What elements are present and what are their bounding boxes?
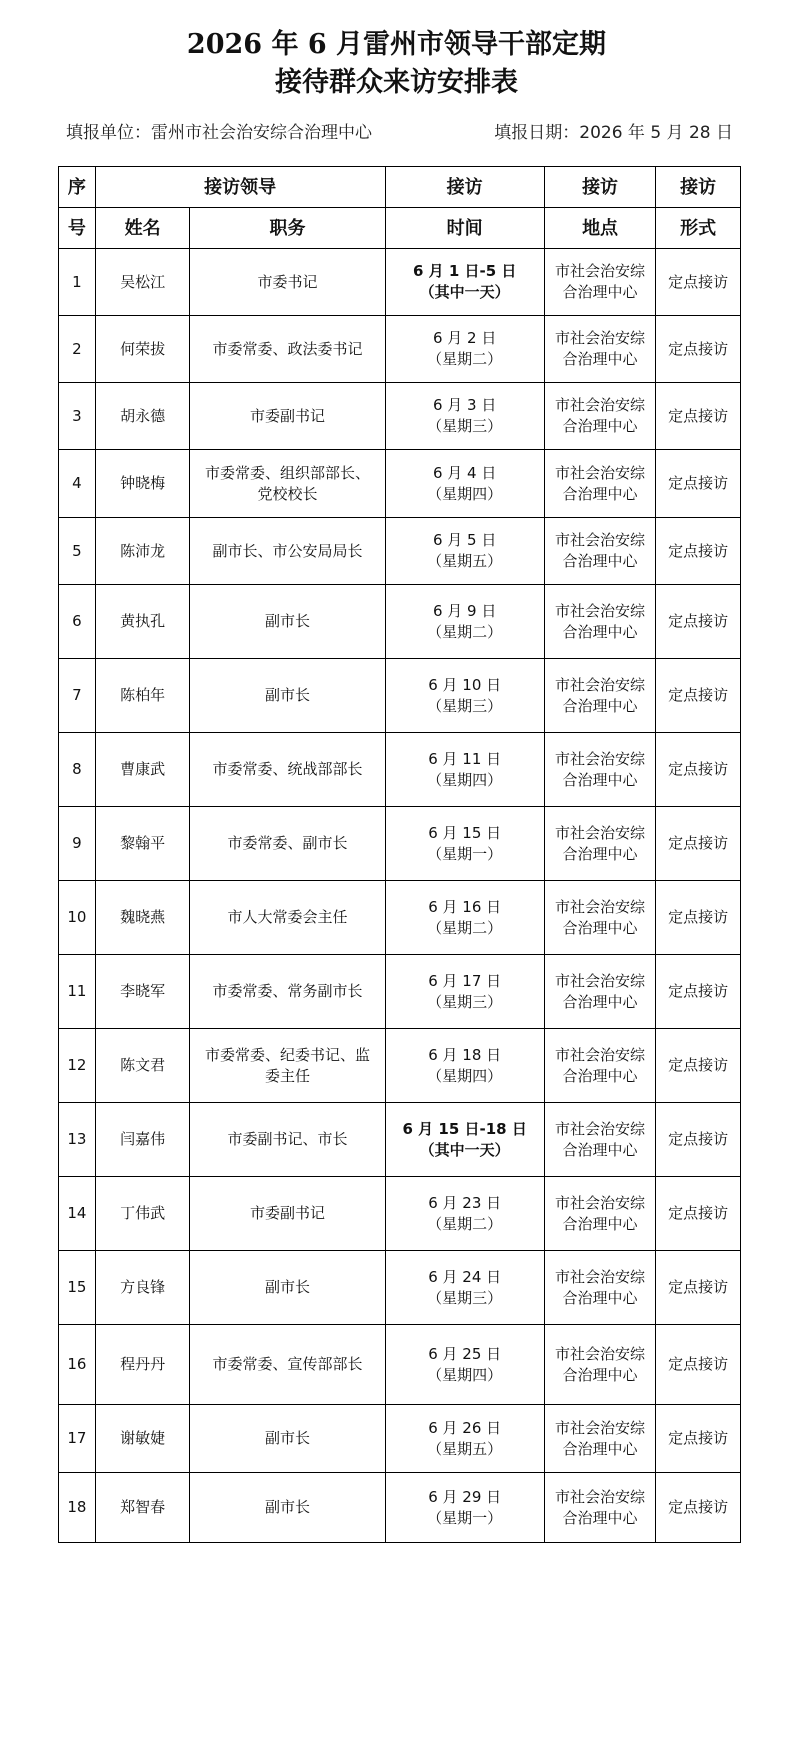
position-line: 副市长: [264, 1429, 310, 1447]
visit-form: 定点接访: [656, 955, 741, 1029]
visit-form: 定点接访: [656, 881, 741, 955]
leader-name: 郑智春: [95, 1473, 190, 1543]
row-number: 18: [59, 1473, 96, 1543]
position-line: 市人大常委会主任: [227, 908, 348, 926]
leader-name: 魏晓燕: [95, 881, 190, 955]
visit-date: 6 月 5 日: [432, 531, 497, 549]
visit-time: [385, 1325, 544, 1405]
visit-time: [385, 450, 544, 518]
place-line: 市社会治安综: [555, 749, 646, 768]
place-line: 市社会治安综: [555, 1487, 646, 1506]
place-line: 市社会治安综: [555, 262, 646, 280]
row-number: 12: [59, 1029, 96, 1103]
place-line: 合治理中心: [562, 1288, 638, 1307]
position-line: 副市长: [264, 612, 310, 630]
visit-form: 定点接访: [656, 1029, 741, 1103]
table-row: [59, 518, 741, 585]
leader-position: [190, 1325, 385, 1405]
visit-weekday: （星期五）: [427, 552, 503, 570]
visit-form: 定点接访: [656, 383, 741, 450]
visit-place: [544, 733, 655, 807]
place-line: 合治理中心: [562, 696, 638, 715]
document-title-line-2: 接待群众来访安排表: [275, 67, 518, 98]
row-number: 9: [59, 807, 96, 881]
visit-place: [544, 1103, 655, 1177]
visit-weekday: （星期三）: [427, 696, 503, 715]
filing-unit: 填报单位：雷州市社会治安综合治理中心: [66, 123, 372, 143]
position-line: 市委常委、政法委书记: [212, 339, 363, 358]
leader-position: [190, 807, 385, 881]
header-time-bottom: 时间: [385, 208, 544, 249]
leader-position: [190, 518, 385, 585]
place-line: 合治理中心: [562, 1140, 638, 1159]
visit-place: [544, 1251, 655, 1325]
visit-time: [385, 807, 544, 881]
leader-position: [190, 383, 385, 450]
visit-time: [385, 733, 544, 807]
position-line: 副市长、市公安局局长: [212, 541, 363, 560]
visit-place: [544, 1473, 655, 1543]
visit-place: [544, 881, 655, 955]
leader-position: [190, 955, 385, 1029]
place-line: 市社会治安综: [555, 1344, 646, 1363]
leader-name: 闫嘉伟: [95, 1103, 190, 1177]
table-row: [59, 659, 741, 733]
leader-position: [190, 1103, 385, 1177]
leader-name: 钟晓梅: [95, 450, 190, 518]
position-line: 市委常委、统战部部长: [212, 760, 363, 778]
position-line: 市委常委、常务副市长: [212, 982, 363, 1000]
visit-time: [385, 1251, 544, 1325]
header-seq-bottom: 号: [59, 208, 96, 249]
leader-name: 何荣拔: [95, 316, 190, 383]
visit-form: 定点接访: [656, 733, 741, 807]
leader-name: 黎翰平: [95, 807, 190, 881]
table-row: [59, 383, 741, 450]
leader-name: 吴松江: [95, 249, 190, 316]
place-line: 合治理中心: [562, 844, 638, 863]
visit-form: 定点接访: [656, 249, 741, 316]
header-position: 职务: [190, 208, 385, 249]
visit-form: 定点接访: [656, 450, 741, 518]
visit-weekday: （星期二）: [427, 622, 503, 641]
position-line: 市委副书记: [249, 1204, 325, 1222]
position-line: 副市长: [264, 686, 310, 704]
table-row: [59, 1029, 741, 1103]
table-row: [59, 249, 741, 316]
table-row: [59, 585, 741, 659]
leader-position: [190, 585, 385, 659]
visit-date: 6 月 26 日: [428, 1418, 502, 1437]
table-row: [59, 316, 741, 383]
visit-date: 6 月 2 日: [432, 329, 497, 347]
visit-form: 定点接访: [656, 518, 741, 585]
row-number: 6: [59, 585, 96, 659]
place-line: 合治理中心: [562, 417, 638, 435]
position-line: 市委常委、纪委书记、监: [204, 1045, 370, 1064]
visit-time: [385, 881, 544, 955]
table-row: [59, 1405, 741, 1473]
header-leader: 接访领导: [95, 167, 385, 208]
visit-form: 定点接访: [656, 1251, 741, 1325]
header-row-2: [59, 208, 741, 249]
table-row: [59, 1473, 741, 1543]
filing-date: 填报日期：2026 年 5 月 28 日: [494, 123, 733, 143]
visit-form: 定点接访: [656, 316, 741, 383]
place-line: 合治理中心: [562, 1508, 638, 1527]
place-line: 市社会治安综: [555, 675, 646, 694]
visit-date: 6 月 4 日: [432, 463, 497, 482]
place-line: 市社会治安综: [555, 329, 646, 347]
visit-date: 6 月 15 日: [428, 823, 502, 842]
leader-position: [190, 450, 385, 518]
table-row: [59, 881, 741, 955]
header-form-bottom: 形式: [656, 208, 741, 249]
place-line: 合治理中心: [562, 1066, 638, 1085]
visit-form: 定点接访: [656, 585, 741, 659]
leader-position: [190, 1251, 385, 1325]
position-line: 市委副书记: [249, 406, 325, 425]
visit-weekday: （星期一）: [427, 844, 503, 863]
leader-name: 陈文君: [95, 1029, 190, 1103]
visit-place: [544, 383, 655, 450]
header-seq-top: 序: [59, 167, 96, 208]
row-number: 5: [59, 518, 96, 585]
position-line: 市委书记: [257, 272, 318, 291]
row-number: 11: [59, 955, 96, 1029]
row-number: 1: [59, 249, 96, 316]
visit-time: [385, 659, 544, 733]
schedule-body: [59, 249, 741, 1543]
leader-name: 李晓军: [95, 955, 190, 1029]
visit-date: 6 月 18 日: [428, 1045, 502, 1064]
position-line: 党校校长: [257, 484, 318, 503]
visit-weekday: （星期二）: [427, 350, 503, 368]
table-row: [59, 1325, 741, 1405]
visit-weekday: （星期一）: [427, 1508, 503, 1527]
row-number: 13: [59, 1103, 96, 1177]
place-line: 合治理中心: [562, 552, 638, 570]
header-place-bottom: 地点: [544, 208, 655, 249]
table-row: [59, 1251, 741, 1325]
place-line: 合治理中心: [562, 1365, 638, 1384]
row-number: 17: [59, 1405, 96, 1473]
visit-place: [544, 659, 655, 733]
visit-weekday: （星期四）: [427, 484, 503, 503]
visit-time: [385, 316, 544, 383]
visit-place: [544, 450, 655, 518]
table-row: [59, 1177, 741, 1251]
place-line: 市社会治安综: [555, 463, 646, 482]
visit-form: 定点接访: [656, 1325, 741, 1405]
leader-position: [190, 659, 385, 733]
leader-name: 陈沛龙: [95, 518, 190, 585]
place-line: 市社会治安综: [555, 1418, 646, 1437]
visit-date: 6 月 15 日-18 日: [402, 1119, 527, 1138]
visit-date: 6 月 11 日: [428, 749, 502, 768]
visit-time: [385, 1177, 544, 1251]
place-line: 合治理中心: [562, 918, 638, 937]
visit-time: [385, 249, 544, 316]
visit-place: [544, 1177, 655, 1251]
visit-time: [385, 518, 544, 585]
place-line: 市社会治安综: [555, 1045, 646, 1064]
place-line: 市社会治安综: [555, 823, 646, 842]
row-number: 14: [59, 1177, 96, 1251]
position-line: 副市长: [264, 1278, 310, 1296]
visit-time: [385, 1103, 544, 1177]
table-row: [59, 1103, 741, 1177]
visit-date: 6 月 24 日: [428, 1267, 502, 1286]
visit-form: 定点接访: [656, 659, 741, 733]
document-title-line-1: 2026 年 6 月雷州市领导干部定期: [186, 29, 607, 60]
visit-weekday: （星期四）: [427, 1066, 503, 1085]
row-number: 4: [59, 450, 96, 518]
leader-name: 谢敏婕: [95, 1405, 190, 1473]
leader-position: [190, 249, 385, 316]
place-line: 市社会治安综: [555, 1267, 646, 1286]
visit-place: [544, 249, 655, 316]
leader-position: [190, 881, 385, 955]
leader-position: [190, 1405, 385, 1473]
leader-position: [190, 733, 385, 807]
schedule-table: [58, 166, 741, 1543]
visit-date: 6 月 9 日: [432, 601, 497, 620]
position-line: 市委常委、组织部部长、: [204, 463, 370, 482]
place-line: 市社会治安综: [555, 971, 646, 990]
visit-date: 6 月 1 日-5 日: [412, 262, 517, 280]
row-number: 16: [59, 1325, 96, 1405]
header-place-top: 接访: [544, 167, 655, 208]
visit-place: [544, 585, 655, 659]
place-line: 合治理中心: [562, 770, 638, 789]
leader-name: 方良锋: [95, 1251, 190, 1325]
table-row: [59, 955, 741, 1029]
visit-weekday: （星期三）: [427, 992, 503, 1011]
place-line: 市社会治安综: [555, 396, 646, 414]
header-name: 姓名: [95, 208, 190, 249]
visit-form: 定点接访: [656, 807, 741, 881]
place-line: 合治理中心: [562, 484, 638, 503]
visit-place: [544, 316, 655, 383]
visit-date: 6 月 16 日: [428, 897, 502, 916]
row-number: 7: [59, 659, 96, 733]
visit-date: 6 月 10 日: [428, 675, 502, 694]
visit-weekday: （星期四）: [427, 770, 503, 789]
visit-place: [544, 1029, 655, 1103]
visit-weekday: （星期五）: [427, 1439, 503, 1458]
row-number: 8: [59, 733, 96, 807]
visit-time: [385, 383, 544, 450]
table-row: [59, 807, 741, 881]
visit-time: [385, 1473, 544, 1543]
place-line: 合治理中心: [562, 622, 638, 641]
visit-date: 6 月 25 日: [428, 1344, 502, 1363]
row-number: 3: [59, 383, 96, 450]
leader-name: 程丹丹: [95, 1325, 190, 1405]
position-line: 市委常委、宣传部部长: [212, 1355, 363, 1373]
visit-weekday: （其中一天）: [419, 1140, 510, 1159]
visit-form: 定点接访: [656, 1103, 741, 1177]
place-line: 合治理中心: [562, 283, 638, 301]
visit-time: [385, 1029, 544, 1103]
leader-name: 黄执孔: [95, 585, 190, 659]
leader-name: 胡永德: [95, 383, 190, 450]
table-row: [59, 733, 741, 807]
visit-date: 6 月 29 日: [428, 1487, 502, 1506]
visit-place: [544, 518, 655, 585]
leader-position: [190, 316, 385, 383]
visit-weekday: （星期二）: [427, 918, 503, 937]
leader-name: 陈柏年: [95, 659, 190, 733]
row-number: 15: [59, 1251, 96, 1325]
leader-position: [190, 1177, 385, 1251]
visit-date: 6 月 17 日: [428, 971, 502, 990]
visit-date: 6 月 23 日: [428, 1193, 502, 1212]
visit-weekday: （星期四）: [427, 1365, 503, 1384]
table-row: [59, 450, 741, 518]
place-line: 合治理中心: [562, 350, 638, 368]
place-line: 合治理中心: [562, 1214, 638, 1233]
visit-place: [544, 1405, 655, 1473]
place-line: 市社会治安综: [555, 1193, 646, 1212]
position-line: 市委副书记、市长: [227, 1130, 348, 1148]
position-line: 市委常委、副市长: [227, 834, 348, 852]
place-line: 合治理中心: [562, 1439, 638, 1458]
place-line: 市社会治安综: [555, 897, 646, 916]
place-line: 市社会治安综: [555, 1119, 646, 1138]
visit-weekday: （星期二）: [427, 1214, 503, 1233]
visit-time: [385, 955, 544, 1029]
place-line: 市社会治安综: [555, 531, 646, 549]
visit-form: 定点接访: [656, 1177, 741, 1251]
visit-form: 定点接访: [656, 1473, 741, 1543]
visit-place: [544, 807, 655, 881]
position-line: 副市长: [264, 1498, 310, 1516]
header-time-top: 接访: [385, 167, 544, 208]
leader-position: [190, 1473, 385, 1543]
visit-weekday: （星期三）: [427, 417, 503, 435]
header-row-1: [59, 167, 741, 208]
leader-name: 丁伟武: [95, 1177, 190, 1251]
row-number: 10: [59, 881, 96, 955]
place-line: 合治理中心: [562, 992, 638, 1011]
visit-place: [544, 955, 655, 1029]
visit-time: [385, 1405, 544, 1473]
header-form-top: 接访: [656, 167, 741, 208]
position-line: 委主任: [264, 1066, 310, 1085]
visit-time: [385, 585, 544, 659]
place-line: 市社会治安综: [555, 601, 646, 620]
visit-place: [544, 1325, 655, 1405]
leader-position: [190, 1029, 385, 1103]
row-number: 2: [59, 316, 96, 383]
visit-form: 定点接访: [656, 1405, 741, 1473]
visit-weekday: （星期三）: [427, 1288, 503, 1307]
leader-name: 曹康武: [95, 733, 190, 807]
visit-weekday: （其中一天）: [419, 283, 510, 301]
visit-date: 6 月 3 日: [432, 396, 497, 414]
